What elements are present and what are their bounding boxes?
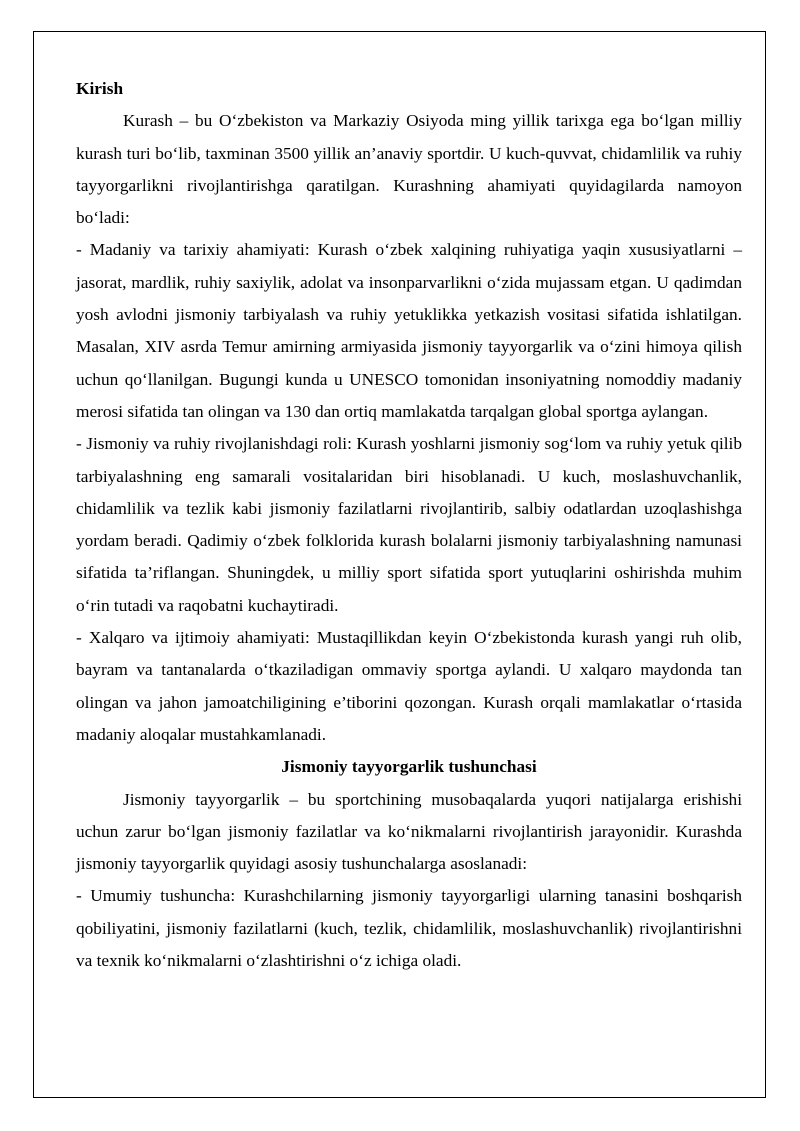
general-concept-paragraph: - Umumiy tushuncha: Kurashchilarning jismoniy tayyorgarligi ularning tanasini boshqarish qobiliyatini, jismoniy fazilatlarni (kuch, tezlik, chidamlilik, moslashuvchanlik) rivojlantirishni va texnik ko‘nikmalarni o‘zlashtirishni o‘z ichiga oladi. [76,886,742,971]
document-body [76,73,742,977]
section-heading-kirish: Kirish [76,79,124,98]
physical-preparation-definition-paragraph: Jismoniy tayyorgarlik – bu sportchining musobaqalarda yuqori natijalarga erishishi uchun zarur bo‘lgan jismoniy fazilatlar va ko‘nikmalarni rivojlantirish jarayonidir. Kurashda jismoniy tayyorgarlik quyidagi asosiy tushunchalarga asoslanadi: [76,789,742,874]
intro-paragraph: Kurash – bu O‘zbekiston va Markaziy Osiyoda ming yillik tarixga ega bo‘lgan milliy kurash turi bo‘lib, taxminan 3500 yillik an’anaviy sportdir. U kuch-quvvat, chidamlilik va ruhiy tayyorgarlikni rivojlantirishga qaratilgan. Kurashning ahamiyati quyidagilarda namoyon bo‘ladi: [76,111,742,228]
section-heading-physical-preparation: Jismoniy tayyorgarlik tushunchasi [281,757,537,777]
cultural-historical-paragraph: - Madaniy va tarixiy ahamiyati: Kurash o‘zbek xalqining ruhiyatiga yaqin xususiyatlarni – jasorat, mardlik, ruhiy saxiylik, adolat va insonparvarlikni o‘zida mujassam etgan. U qadimdan yosh avlodni jismoniy tarbiyalash va ruhiy yetuklikka yetkazish vositasi sifatida ishlatilgan. Masalan, XIV asrda Temur amirning armiyasida jismoniy tayyorgarlik va o‘zini himoya qilish uchun qo‘llanilgan. Bugungi kunda u UNESCO tomonidan insoniyatning nomoddiy madaniy merosi sifatida tan olingan va 130 dan ortiq mamlakatda tarqalgan global sportga aylangan. [76,240,742,421]
physical-mental-paragraph: - Jismoniy va ruhiy rivojlanishdagi roli: Kurash yoshlarni jismoniy sog‘lom va ruhiy yetuk qilib tarbiyalashning eng samarali vositalaridan biri hisoblanadi. U kuch, moslashuvchanlik, chidamlilik va tezlik kabi jismoniy fazilatlarni rivojlantirib, salbiy odatlardan uzoqlashishga yordam beradi. Qadimiy o‘zbek folklorida kurash bolalarni jismoniy tarbiyalashning namunasi sifatida ta’riflangan. Shuningdek, u milliy sport sifatida sport yutuqlarini oshirishda muhim o‘rin tutadi va raqobatni kuchaytiradi. [76,434,742,615]
international-social-paragraph: - Xalqaro va ijtimoiy ahamiyati: Mustaqillikdan keyin O‘zbekistonda kurash yangi ruh olib, bayram va tantanalarda o‘tkaziladigan ommaviy sportga aylandi. U xalqaro maydonda tan olingan va jahon jamoatchiligining e’tiborini qozongan. Kurash orqali mamlakatlar o‘rtasida madaniy aloqalar mustahkamlanadi. [76,628,742,744]
